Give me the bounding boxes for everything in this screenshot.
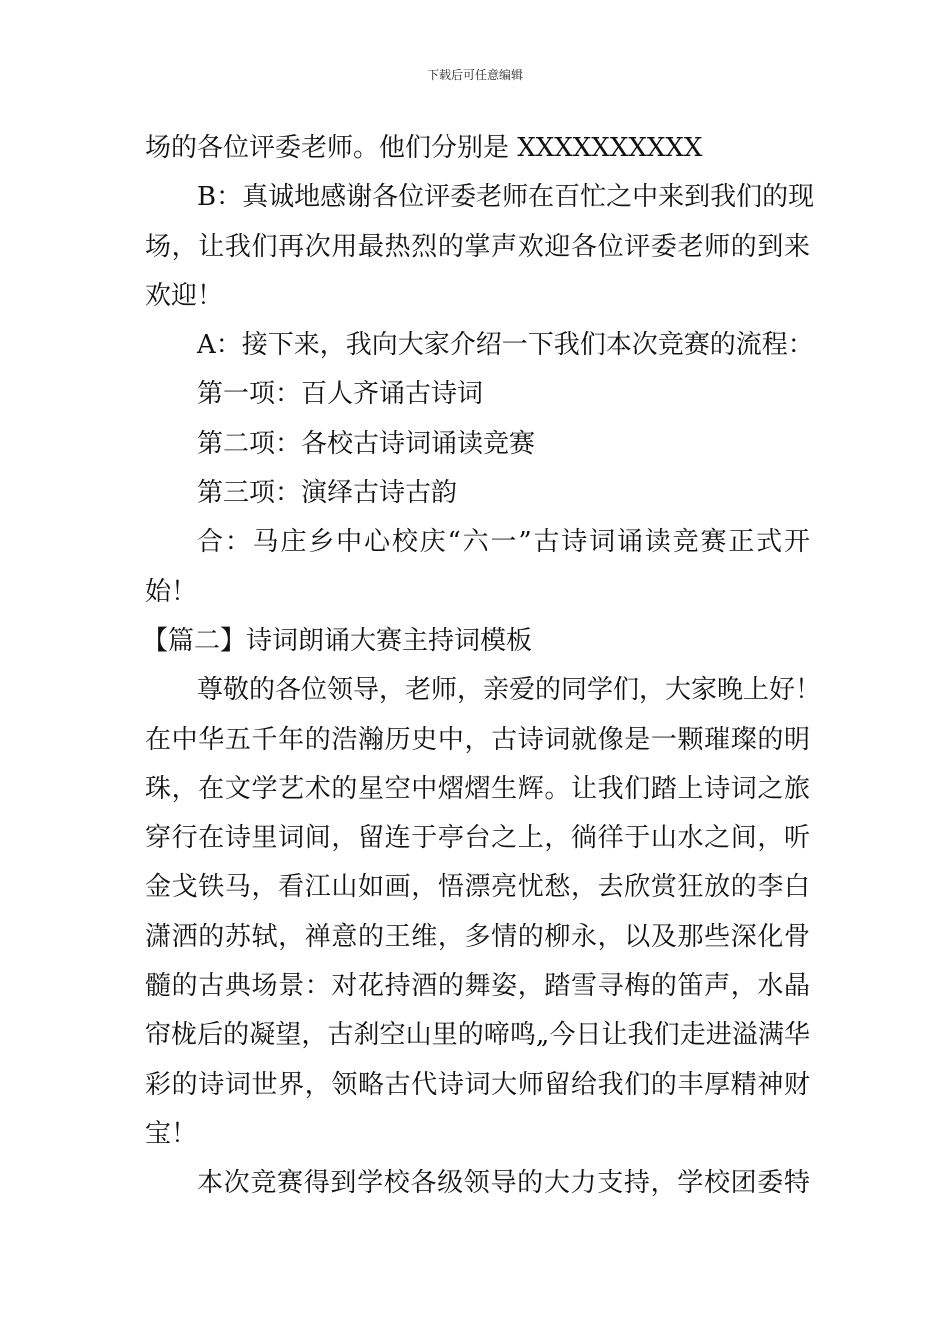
section-heading: 【篇二】诗词朗诵大赛主持词模板 <box>142 625 533 656</box>
paragraph-line: 彩的诗词世界，领略古代诗词大师留给我们的丰厚精神财 <box>145 1069 810 1100</box>
paragraph-line: 始！ <box>145 576 198 607</box>
paragraph-line: A：接下来，我向大家介绍一下我们本次竞赛的流程： <box>197 330 814 361</box>
document-body <box>142 124 822 1209</box>
paragraph-line: 髓的古典场景：对花持酒的舞姿，踏雪寻梅的笛声，水晶 <box>145 971 810 1002</box>
paragraph-line: 第二项：各校古诗词诵读竞赛 <box>197 428 536 459</box>
paragraph-line: 帘栊后的凝望，古刹空山里的啼鸣„今日让我们走进溢满华 <box>145 1020 810 1051</box>
paragraph-line: 珠，在文学艺术的星空中熠熠生辉。让我们踏上诗词之旅 <box>145 773 810 804</box>
paragraph-line: 合：马庄乡中心校庆“六一”古诗词诵读竞赛正式开 <box>197 527 810 558</box>
paragraph-line: 场，让我们再次用最热烈的掌声欢迎各位评委老师的到来 <box>145 231 810 262</box>
paragraph-line: 金戈铁马，看江山如画，悟漂亮忧愁，去欣赏狂放的李白 <box>145 872 810 903</box>
paragraph-line: 潇洒的苏轼，禅意的王维，多情的柳永，以及那些深化骨 <box>145 921 810 952</box>
paragraph-line: 场的各位评委老师。他们分别是 XXXXXXXXXX <box>145 133 703 163</box>
paragraph-line: 第三项：演绎古诗古韵 <box>197 478 458 509</box>
paragraph-line: 尊敬的各位领导，老师，亲爱的同学们，大家晚上好！ <box>197 675 822 706</box>
paragraph-line: 本次竞赛得到学校各级领导的大力支持，学校团委特 <box>197 1168 810 1199</box>
paragraph-line: B：真诚地感谢各位评委老师在百忙之中来到我们的现 <box>197 182 815 213</box>
header-note: 下载后可任意编辑 <box>426 68 523 82</box>
paragraph-line: 穿行在诗里词间，留连于亭台之上，徜徉于山水之间，听 <box>145 823 810 854</box>
paragraph-line: 欢迎！ <box>145 280 224 311</box>
paragraph-line: 宝！ <box>145 1118 198 1149</box>
paragraph-line: 在中华五千年的浩瀚历史中，古诗词就像是一颗璀璨的明 <box>145 724 810 755</box>
paragraph-line: 第一项：百人齐诵古诗词 <box>197 379 484 410</box>
